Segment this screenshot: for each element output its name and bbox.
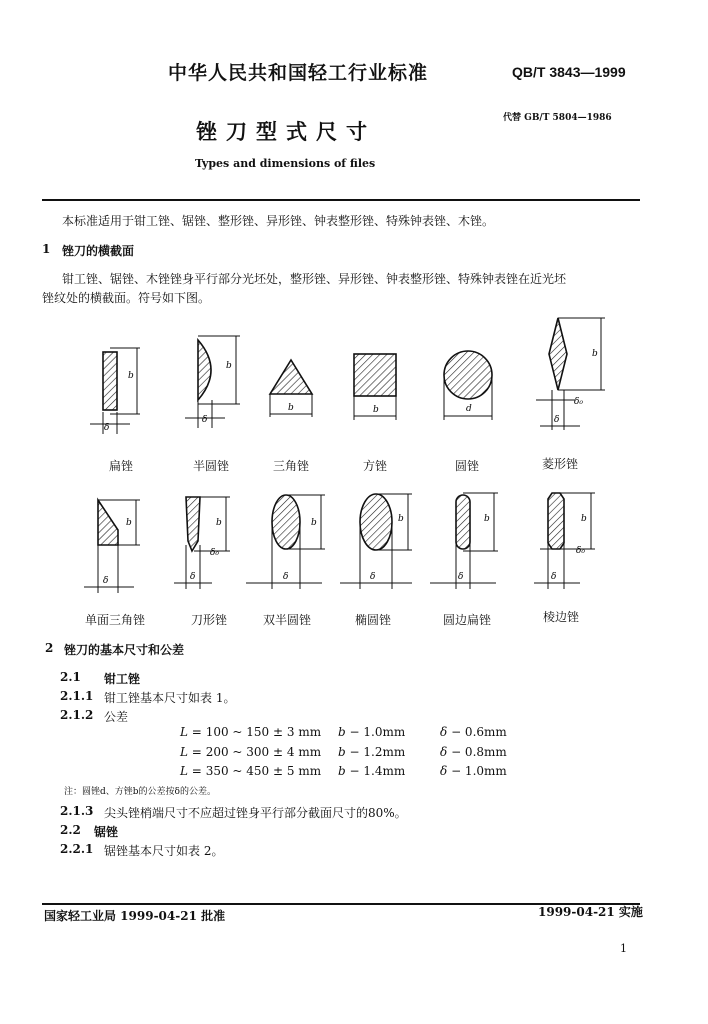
section-2-1-1-text: 钳工锉基本尺寸如表 1。: [104, 691, 236, 705]
half-round-file-section: [185, 336, 240, 428]
section-2-number: 2: [45, 641, 54, 655]
symbol-L: L: [180, 764, 188, 778]
document-title: 锉刀型式尺寸: [196, 119, 376, 144]
caption-round-file: 圆锉: [454, 459, 479, 473]
caption-round-edge-flat-file: 圆边扁锉: [442, 613, 491, 627]
label-delta: δ: [551, 572, 557, 582]
tol-b-value: − 1.0mm: [349, 725, 406, 739]
section-1-heading: 锉刀的横截面: [62, 244, 135, 258]
label-delta0: δ₀: [210, 548, 220, 558]
intro-paragraph: 本标准适用于钳工锉、锯锉、整形锉、异形锉、钟表整形锉、特殊钟表锉、木锉。: [62, 214, 495, 228]
section-2-2-title: 锯锉: [94, 825, 119, 839]
issuer: 国家轻工业局 1999-04-21 批准: [44, 909, 226, 923]
tolerance-row: [180, 745, 321, 759]
caption-flat-file: 扁锉: [108, 459, 133, 473]
tolerance-b: [338, 764, 405, 778]
label-b: b: [226, 361, 232, 371]
caption-oval-file: 椭圆锉: [354, 613, 391, 627]
label-b: b: [484, 514, 490, 524]
section-2-2-1-number: 2.2.1: [60, 842, 94, 856]
section-2-1-3-number: 2.1.3: [60, 804, 94, 818]
symbol-L: L: [180, 745, 188, 759]
figure-row-2: [40, 485, 660, 605]
section-2-1-2-number: 2.1.2: [60, 708, 94, 722]
oval-file-section: [340, 494, 412, 589]
caption-diamond-file: 菱形锉: [541, 457, 578, 471]
caption-half-round-file: 半圆锉: [192, 459, 229, 473]
symbol-L: L: [180, 725, 188, 739]
section-2-1-1-number: 2.1.1: [60, 689, 94, 703]
tol-delta-value: − 0.6mm: [451, 725, 507, 739]
triangle-file-section: [270, 360, 312, 417]
section-2-1-2-text: 公差: [104, 710, 129, 724]
section-2-1-title: 钳工锉: [104, 672, 141, 686]
label-delta: δ: [458, 572, 464, 582]
tolerance-delta: [440, 764, 507, 778]
label-delta: δ: [554, 415, 560, 425]
symbol-b: b: [338, 745, 346, 759]
label-b: b: [216, 518, 222, 528]
page-number: 1: [620, 942, 627, 955]
round-edge-flat-file-section: [430, 493, 498, 589]
replaces-note: 代替 GB/T 5804—1986: [503, 113, 612, 123]
knife-file-section: [174, 497, 230, 589]
label-b: b: [126, 518, 132, 528]
label-b: b: [311, 518, 317, 528]
round-file-section: [444, 351, 492, 420]
flat-file-section: [90, 348, 140, 434]
label-b: b: [592, 349, 598, 359]
ridge-edge-file-section: [534, 493, 595, 589]
tol-L-range: 100 ~ 150 ± 3 mm: [205, 725, 322, 739]
header-rule: [42, 199, 640, 201]
label-b: b: [373, 405, 379, 415]
tolerance-delta: [440, 725, 507, 739]
label-delta: δ: [104, 423, 110, 433]
figure-row-1: [40, 312, 660, 462]
section-2-2-1-text: 锯锉基本尺寸如表 2。: [104, 844, 224, 858]
section-2-1-number: 2.1: [60, 670, 81, 684]
tolerance-b: [338, 725, 405, 739]
label-b: b: [581, 514, 587, 524]
caption-knife-file: 刀形锉: [190, 613, 227, 627]
single-triangle-file-section: [84, 500, 140, 593]
label-delta0: δ₀: [576, 546, 586, 556]
tol-L-range: 350 ~ 450 ± 5 mm: [205, 764, 322, 778]
section-1-para-line1: 钳工锉、锯锉、木锉锉身平行部分光坯处，整形锉、异形锉、钟表整形锉、特殊钟表锉在近光坯: [62, 272, 567, 286]
tol-b-value: − 1.2mm: [349, 745, 406, 759]
symbol-b: b: [338, 764, 346, 778]
tolerance-b: [338, 745, 405, 759]
symbol-delta: δ: [440, 725, 448, 739]
label-b: b: [288, 403, 294, 413]
symbol-b: b: [338, 725, 346, 739]
tolerance-row: [180, 764, 321, 778]
equals-sign: =: [191, 745, 202, 759]
equals-sign: =: [191, 764, 202, 778]
section-2-heading: 锉刀的基本尺寸和公差: [64, 643, 185, 657]
standard-title: 中华人民共和国轻工行业标准: [168, 62, 429, 84]
caption-ridge-edge-file: 棱边锉: [542, 610, 579, 624]
section-1-number: 1: [42, 242, 51, 256]
caption-single-triangle-file: 单面三角锉: [84, 613, 145, 627]
label-delta: δ: [202, 415, 208, 425]
double-half-round-file-section: [246, 495, 325, 589]
tol-L-range: 200 ~ 300 ± 4 mm: [205, 745, 322, 759]
label-delta: δ: [190, 572, 196, 582]
label-delta: δ: [283, 572, 289, 582]
tol-b-value: − 1.4mm: [349, 764, 406, 778]
diamond-file-section: [536, 318, 605, 430]
standard-number: QB/T 3843—1999: [512, 64, 626, 80]
tol-delta-value: − 0.8mm: [451, 745, 507, 759]
section-2-1-3-text: 尖头锉梢端尺寸不应超过锉身平行部分截面尺寸的80%。: [104, 806, 407, 820]
label-b: b: [128, 371, 134, 381]
tolerance-note: 注：圆锉d、方锉b的公差按δ的公差。: [64, 787, 216, 797]
caption-square-file: 方锉: [362, 459, 387, 473]
effective-date: 1999-04-21 实施: [538, 905, 643, 919]
equals-sign: =: [191, 725, 202, 739]
symbol-delta: δ: [440, 745, 448, 759]
label-delta0: δ₀: [574, 397, 584, 407]
document-title-english: Types and dimensions of files: [195, 157, 376, 170]
caption-triangle-file: 三角锉: [272, 459, 309, 473]
symbol-delta: δ: [440, 764, 448, 778]
label-d: d: [466, 404, 472, 414]
tolerance-delta: [440, 745, 507, 759]
square-file-section: [354, 354, 396, 420]
section-1-para-line2: 锉纹处的横截面。符号如下图。: [42, 291, 211, 305]
label-b: b: [398, 514, 404, 524]
section-2-2-number: 2.2: [60, 823, 81, 837]
tolerance-row: [180, 725, 321, 739]
tol-delta-value: − 1.0mm: [451, 764, 507, 778]
label-delta: δ: [370, 572, 376, 582]
caption-double-half-round-file: 双半圆锉: [262, 613, 311, 627]
label-delta: δ: [103, 576, 109, 586]
